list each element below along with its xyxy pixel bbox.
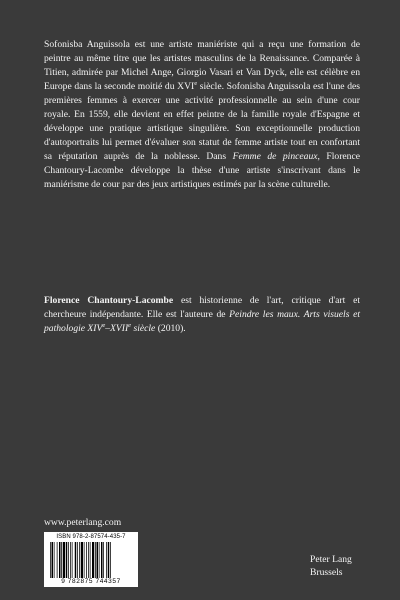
barcode-bar	[68, 542, 69, 578]
barcode-digits: 9 782875 744357	[61, 578, 121, 585]
barcode-bar	[72, 542, 73, 578]
barcode-bar	[50, 542, 51, 578]
barcode-bar	[59, 542, 61, 578]
synopsis-text: Sofonisba Anguissola est une artiste maniériste qui a reçu une formation de peintre au même titre que les artistes masculins de la Renaissance. Comparée à Titien, admirée par Michel Ange, Giorgio Vasari et Van Dyck, elle est célèbre en Europe dans la seconde moitié du XVI	[44, 39, 360, 92]
author-bio-text: est historienne de l'art, critique d'art et chercheure indépendante. Elle est l'auteure de	[44, 295, 360, 320]
barcode-bar	[84, 542, 85, 578]
barcode-bar	[70, 542, 71, 578]
previous-book-title-part: Peindre les maux. Arts visuels et pathologie XIV	[44, 309, 360, 334]
barcode-bar	[57, 542, 58, 578]
synopsis-text: siècle. Sofonisba Anguissola est l'une des premières femmes à exercer une activité professionnelle au sein d'une cour royale. En 1559, elle devient en effet peintre de la famille royale d'Espagne et développe une pratique artistique singulière. Son exceptionnelle production d'autoportraits lui permet d'évaluer son statut de femme artiste tout en confortant sa réputation auprès de la noblesse. Dans	[44, 81, 360, 162]
barcode-bars	[50, 542, 132, 578]
barcode-bar	[77, 542, 78, 578]
synopsis-paragraph	[44, 38, 360, 192]
barcode-bar	[101, 542, 103, 578]
barcode-bar	[66, 542, 68, 578]
barcode-bar	[108, 542, 110, 578]
isbn-label: ISBN 978-2-87574-435-7	[56, 534, 126, 540]
barcode-bar	[97, 542, 99, 578]
barcode-bar	[86, 542, 87, 578]
barcode-bar	[79, 542, 80, 578]
publisher-website: www.peterlang.com	[44, 517, 122, 528]
barcode-bar	[106, 542, 107, 578]
publisher-city: Brussels	[310, 567, 343, 578]
book-title: Femme de pinceaux	[232, 151, 318, 162]
barcode-bar	[90, 542, 91, 578]
author-name: Florence Chantoury-Lacombe	[44, 295, 174, 306]
isbn-barcode	[44, 532, 138, 587]
barcode-bar	[75, 542, 77, 578]
previous-book-title-part: –XVII	[105, 323, 129, 334]
author-bio-paragraph	[44, 294, 360, 336]
century-superscript: e	[102, 321, 106, 329]
century-superscript: e	[128, 321, 132, 329]
barcode-bar	[103, 542, 104, 578]
barcode-bar	[95, 542, 96, 578]
barcode-bar	[54, 542, 55, 578]
publisher-name: Peter Lang	[310, 554, 352, 565]
previous-book-title-part: siècle	[131, 323, 156, 334]
barcode-bar	[63, 542, 65, 578]
barcode-bar	[99, 542, 100, 578]
barcode-bar	[81, 542, 83, 578]
barcode-bar	[110, 542, 111, 578]
barcode-bar	[52, 542, 54, 578]
synopsis-text: , Florence Chantoury-Lacombe développe la thèse d'une artiste s'inscrivant dans le maniérisme de cour par des jeux artistiques estimés par la scène culturelle.	[44, 151, 360, 190]
barcode-bar	[92, 542, 94, 578]
barcode-bar	[61, 542, 62, 578]
author-bio-text: (2010).	[155, 323, 186, 334]
barcode-bar	[88, 542, 89, 578]
publisher-imprint	[310, 553, 352, 579]
century-superscript: e	[194, 79, 198, 87]
